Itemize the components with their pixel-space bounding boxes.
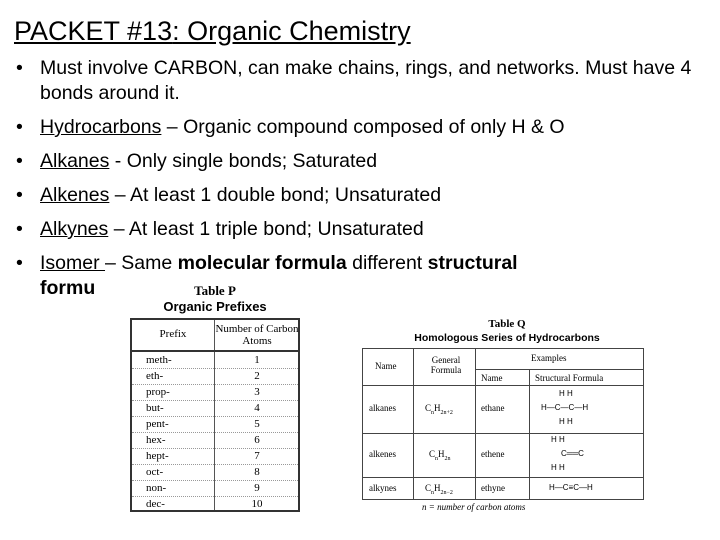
number-cell: 8 [254,466,260,478]
bullet-text: different [346,252,428,274]
formula-sub: 2n+2 [440,409,453,416]
bullet-dot: • [16,184,23,206]
formula-n: n [431,409,435,416]
bold-structural: structural [427,252,518,274]
ethene-top-h: H H [551,435,565,444]
number-cell: 3 [254,386,260,398]
formula-c: C [425,403,432,413]
bullet-text: – Organic compound composed of only H & O [161,116,565,138]
bullet-text: – Same [105,252,178,274]
ethyne-structure: H—C≡C—H [549,483,593,492]
table-q-footnote: n = number of carbon atoms [422,502,526,512]
formula-h: H [434,403,441,413]
table-q-divider [363,477,643,478]
ethane-top-h: H H [559,389,573,398]
table-row [132,448,298,465]
prefix-cell: dec- [146,498,165,510]
table-row [132,416,298,433]
formula-h: H [438,449,445,459]
table-p-grid [130,318,300,512]
table-row [132,496,298,512]
bullet-alkynes [14,217,714,242]
title-subject: : Organic Chemistry [172,16,411,46]
ethene-bottom-h: H H [551,463,565,472]
bold-formula-cutoff: formu [40,277,96,299]
row-name-alkynes: alkynes [369,483,397,493]
bullet-text: Must involve CARBON, can make chains, rings, and networks. Must have 4 bonds around it. [40,57,692,104]
number-cell: 10 [251,498,263,510]
page-title [14,14,411,48]
prefix-cell: oct- [146,466,164,478]
term-alkanes: Alkanes [40,150,110,172]
table-q-divider [363,385,643,386]
bullet-dot: • [16,150,23,172]
table-q-header-general: General Formula [430,355,462,375]
table-row [132,368,298,385]
row-formula-alkynes [425,483,453,496]
bullet-list [14,56,714,310]
table-q-header-ex-name: Name [481,373,503,383]
table-q-divider [475,369,643,370]
bullet-isomer [14,251,714,301]
prefix-cell: eth- [146,370,164,382]
row-example-ethane: ethane [481,403,505,413]
table-p-caption: Table P [194,283,236,298]
ethane-bottom-h: H H [559,417,573,426]
table-p-organic-prefixes [130,283,300,515]
bullet-hydrocarbons [14,115,714,140]
term-isomer: Isomer [40,252,106,274]
ethene-structure: C══C [561,449,584,458]
table-p-header-prefix: Prefix [159,328,187,340]
formula-sub: 2n [444,455,451,462]
number-cell: 4 [254,402,260,414]
table-row [132,480,298,497]
table-q-caption: Table Q [488,318,526,330]
row-example-ethyne: ethyne [481,483,505,493]
table-q-divider [529,369,530,499]
bullet-text: - Only single bonds; Saturated [109,150,378,172]
table-q-header-structural: Structural Formula [535,373,604,383]
number-cell: 6 [254,434,260,446]
term-alkenes: Alkenes [40,184,110,206]
row-name-alkanes: alkanes [369,403,396,413]
table-row [132,352,298,369]
table-q-grid [362,348,644,500]
number-cell: 7 [254,450,260,462]
table-q-header-name: Name [375,361,397,371]
formula-c: C [429,449,436,459]
row-formula-alkanes [425,403,453,416]
term-hydrocarbons: Hydrocarbons [40,116,162,138]
prefix-cell: pent- [146,418,169,430]
bullet-alkanes [14,149,714,174]
prefix-cell: but- [146,402,164,414]
formula-sub: 2n−2 [440,489,453,496]
number-cell: 1 [254,354,260,366]
formula-n: n [435,455,439,462]
number-cell: 5 [254,418,260,430]
table-row [132,432,298,449]
bullet-text: – At least 1 double bond; Unsaturated [109,184,442,206]
table-p-header-number: Number of Carbon Atoms [215,323,299,347]
row-formula-alkenes [429,449,451,462]
table-q-subtitle: Homologous Series of Hydrocarbons [414,332,600,344]
table-q-divider [363,433,643,434]
bullet-dot: • [16,252,23,274]
prefix-cell: meth- [146,354,172,366]
row-name-alkenes: alkenes [369,449,396,459]
term-alkynes: Alkynes [40,218,109,240]
bullet-dot: • [16,57,23,79]
table-row [132,464,298,481]
formula-h: H [434,483,441,493]
bold-molecular-formula: molecular formula [177,252,347,274]
formula-c: C [425,483,432,493]
table-p-subtitle: Organic Prefixes [163,299,267,314]
bullet-dot: • [16,116,23,138]
table-q-homologous-series [362,318,642,518]
bullet-carbon [14,56,714,106]
table-q-header-examples: Examples [531,353,567,363]
table-row [132,400,298,417]
ethane-structure: H—C—C—H [541,403,589,412]
prefix-cell: non- [146,482,167,494]
formula-n: n [431,489,435,496]
bullet-dot: • [16,218,23,240]
row-example-ethene: ethene [481,449,505,459]
prefix-cell: hept- [146,450,169,462]
table-row [132,384,298,401]
bullet-text: – At least 1 triple bond; Unsaturated [108,218,424,240]
prefix-cell: hex- [146,434,166,446]
bullet-alkenes [14,183,714,208]
prefix-cell: prop- [146,386,170,398]
number-cell: 2 [254,370,260,382]
number-cell: 9 [254,482,260,494]
table-p-header [132,320,298,352]
title-packet-number: PACKET #13 [14,16,173,46]
